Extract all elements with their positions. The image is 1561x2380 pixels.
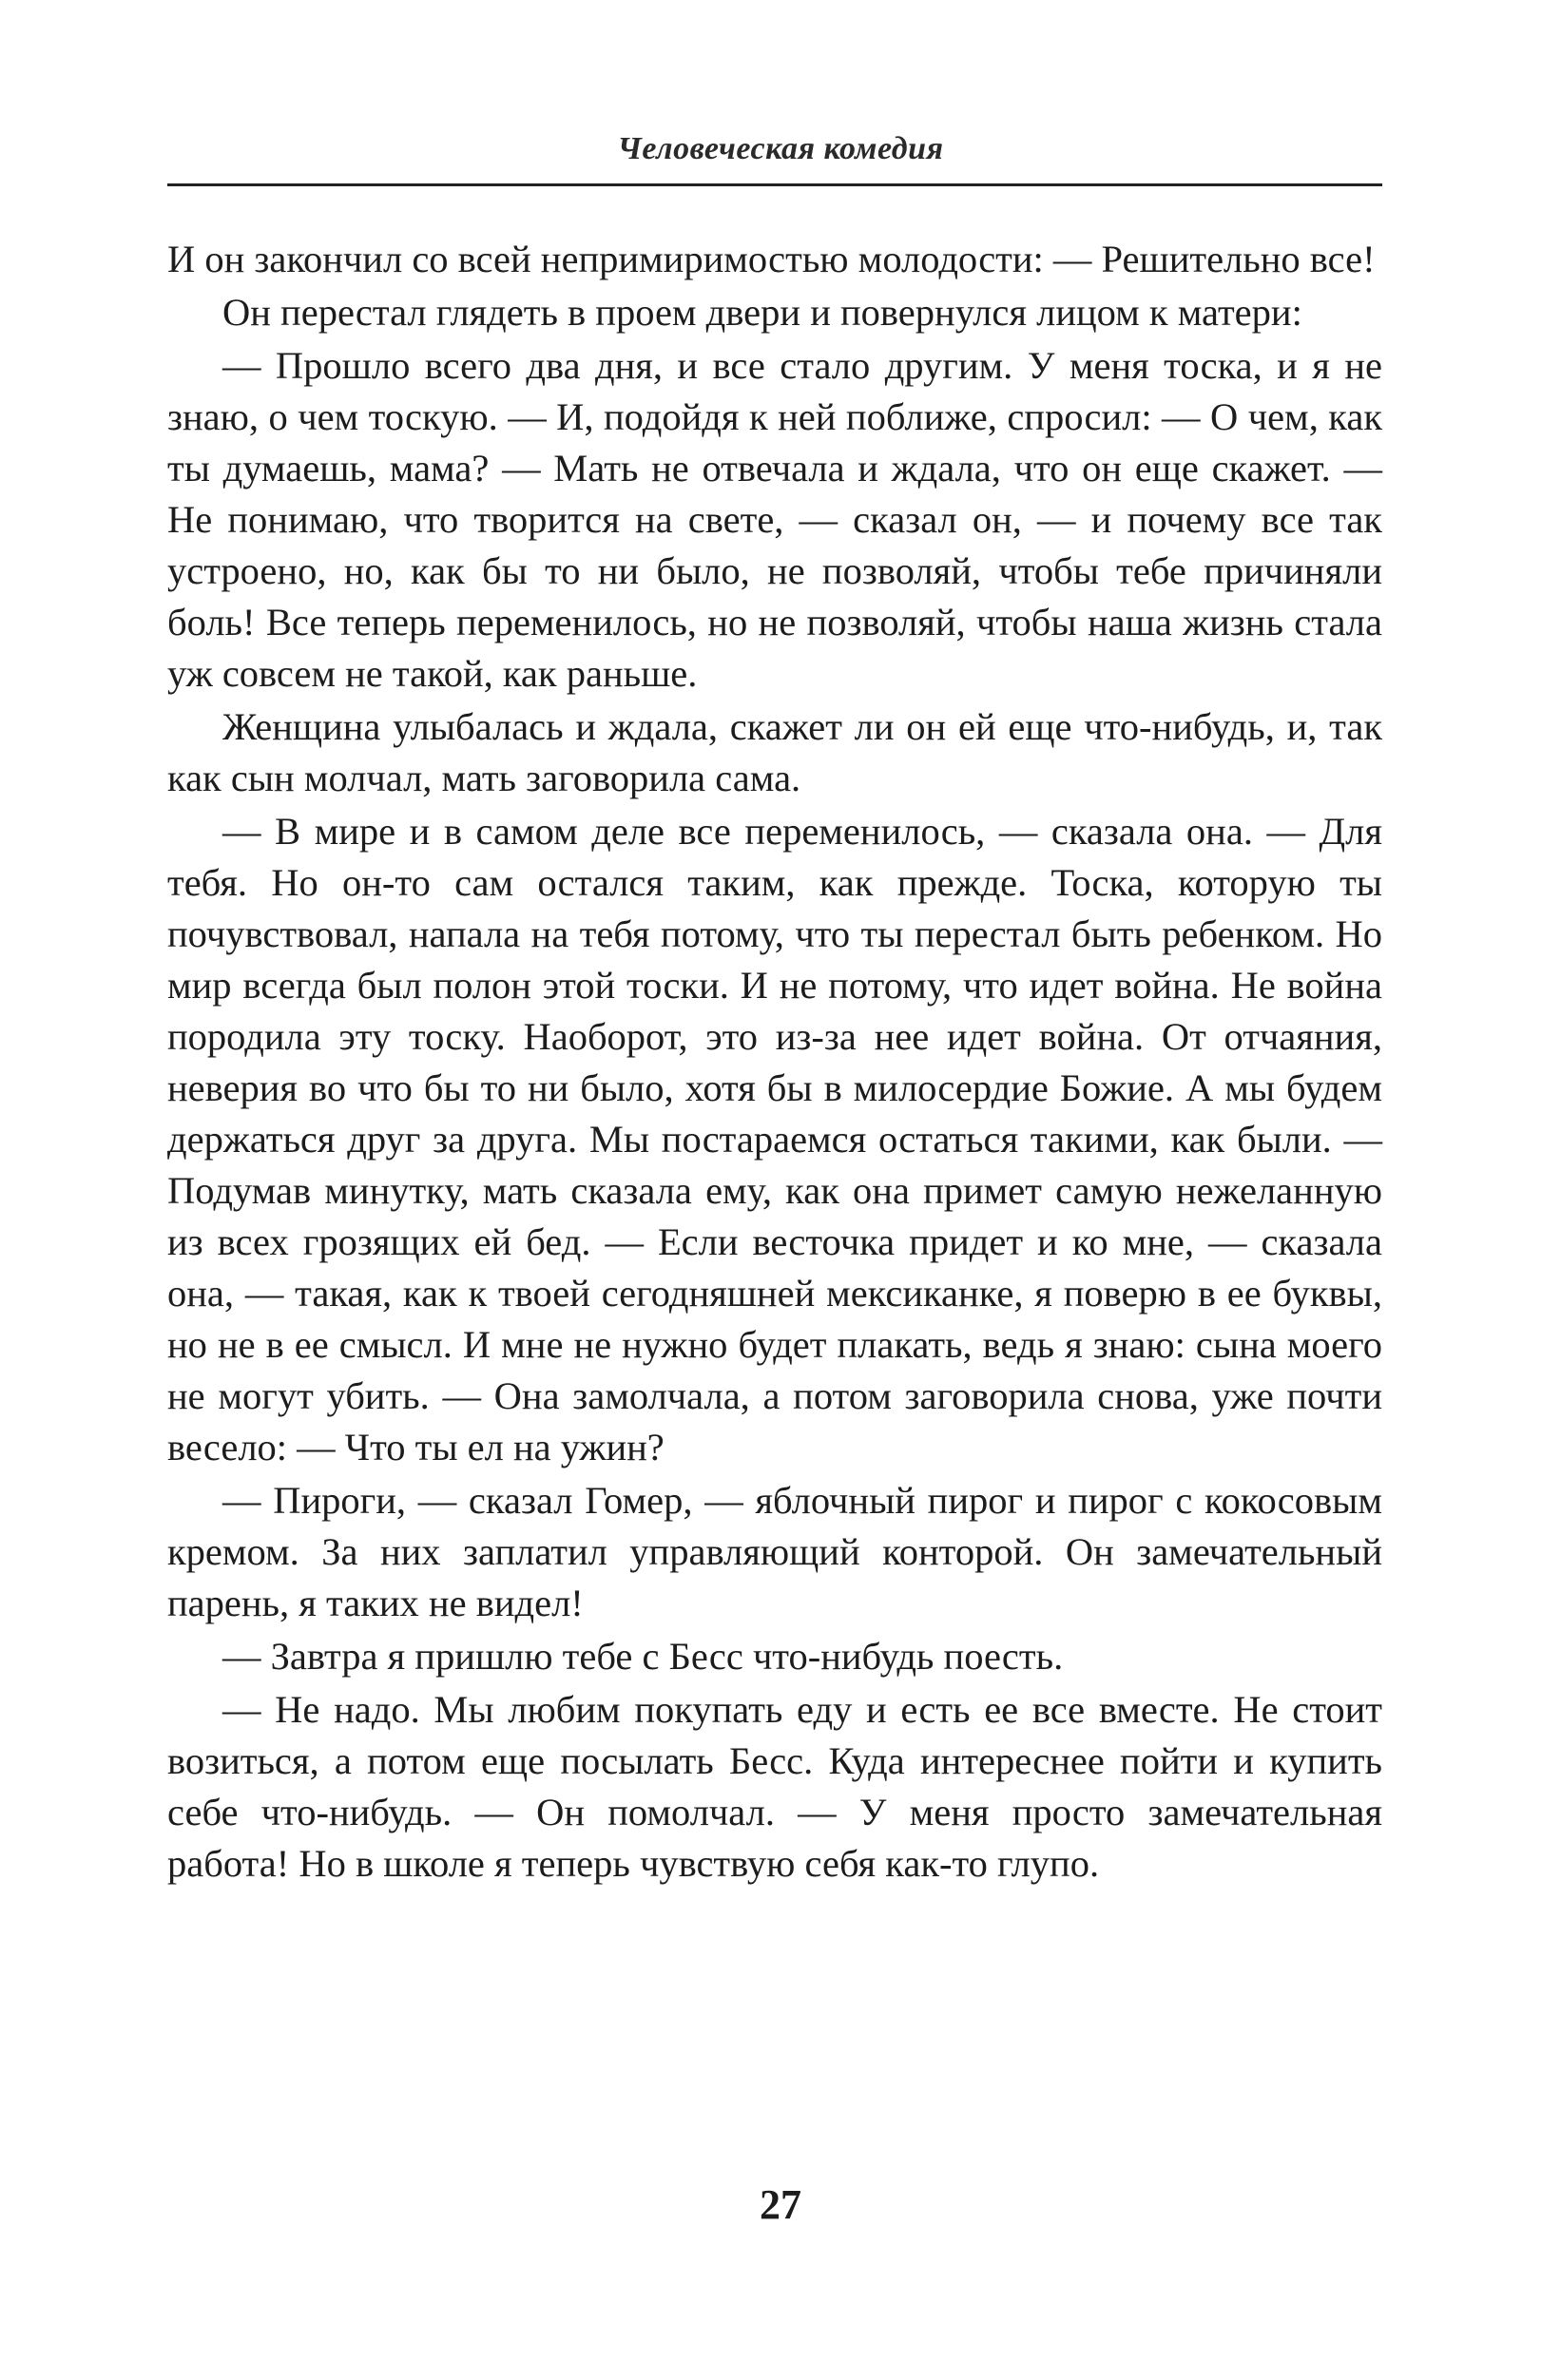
paragraph: — В мире и в самом деле все переменилось, — сказала она. — Для тебя. Но он-то сам остался таким, как прежде. Тоска, которую ты почувствовал, напала на тебя потому, что ты перестал быть ребенком. Но мир всегда был полон этой тоски. И не потому, что идет война. Не война породила эту тоску. Наоборот, это из-за нее идет война. От отчаяния, неверия во что бы то ни было, хотя бы в милосердие Божие. А мы будем держаться друг за друга. Мы постараемся остаться такими, как были. — Подумав минутку, мать сказала ему, как она примет самую нежеланную из всех грозящих ей бед. — Если весточка придет и ко мне, — сказала она, — такая, как к твоей сегодняшней мексиканке, я поверю в ее буквы, но не в ее смысл. И мне не нужно будет плакать, ведь я знаю: сына моего не могут убить. — Она замолчала, а потом заговорила снова, уже почти весело: — Что ты ел на ужин? — [167, 810, 1382, 1468]
paragraph: — Пироги, — сказал Гомер, — яблочный пирог и пирог с кокосовым кремом. За них заплатил управляющий конторой. Он замечательный парень, я таких не видел! — [167, 1479, 1382, 1624]
paragraph: Он перестал глядеть в проем двери и повернулся лицом к матери: — [222, 291, 1302, 334]
body-text — [167, 234, 1382, 1891]
running-head: Человеческая комедия — [617, 131, 944, 166]
header-rule — [167, 183, 1382, 186]
paragraph: — Прошло всего два дня, и все стало другим. У меня тоска, и я не знаю, о чем тоскую. — И, подойдя к ней поближе, спросил: — О чем, как ты думаешь, мама? — Мать не отвечала и ждала, что он еще скажет. — Не понимаю, что творится на свете, — сказал он, — и почему все так устроено, но, как бы то ни было, не позволяй, чтобы тебе причиняли боль! Все теперь переменилось, но не позволяй, чтобы наша жизнь стала уж совсем не такой, как раньше. — [167, 344, 1382, 695]
page-number: 27 — [760, 2181, 801, 2228]
paragraph: Женщина улыбалась и ждала, скажет ли он ей еще что-нибудь, и, так как сын молчал, мать заговорила сама. — [167, 705, 1382, 799]
paragraph: — Не надо. Мы любим покупать еду и есть ее все вместе. Не стоит возиться, а потом еще посылать Бесс. Куда интереснее пойти и купить себе что-нибудь. — Он помолчал. — У меня просто замечательная работа! Но в школе я теперь чувствую себя как-то глупо. — [167, 1688, 1382, 1885]
paragraph: И он закончил со всей непримиримостью молодости: — Решительно все! — [167, 238, 1376, 280]
paragraph: — Завтра я пришлю тебе с Бесс что-нибудь поесть. — [222, 1635, 1064, 1678]
